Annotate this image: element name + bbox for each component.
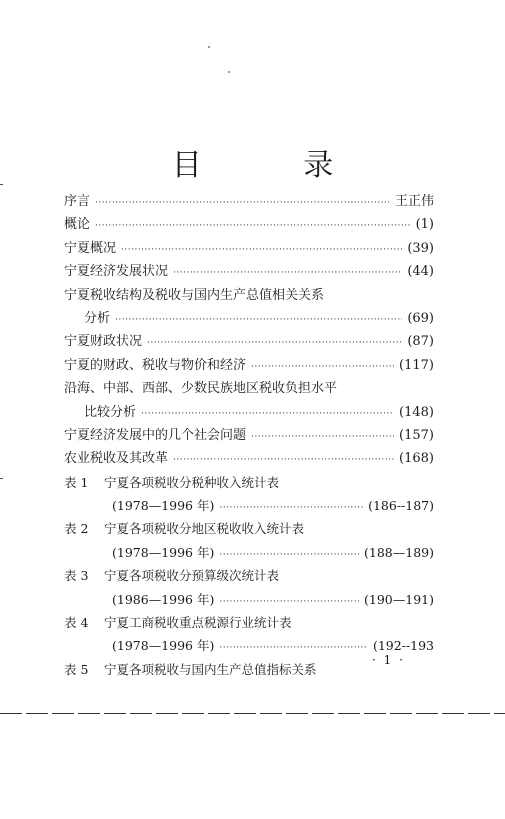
toc-entry-label: 宁夏概况 <box>64 240 117 256</box>
table-entry-title <box>64 471 434 494</box>
table-number: 表 5 <box>64 661 89 677</box>
toc-entry-page: (148) <box>399 404 434 420</box>
toc-entry-page: (69) <box>407 310 434 326</box>
toc-entry <box>64 354 434 377</box>
table-number: 表 3 <box>64 568 89 584</box>
scan-mark <box>0 478 3 479</box>
leader-dots <box>95 192 390 215</box>
table-entry-title <box>64 517 434 540</box>
table-number: 表 4 <box>64 615 89 631</box>
toc-entry-label: 沿海、中部、西部、少数民族地区税收负担水平 <box>64 381 338 397</box>
toc-entry <box>64 190 434 213</box>
table-years: (1978—1996 年) <box>112 638 215 654</box>
toc-entry <box>64 377 434 400</box>
table-entry-title <box>64 564 434 587</box>
table-number: 表 1 <box>64 474 89 490</box>
table-pages: (186--187) <box>368 498 434 514</box>
page-number: · 1 · <box>372 653 405 667</box>
leader-dots <box>95 215 411 238</box>
toc-entry <box>64 260 434 283</box>
toc-entry-continuation <box>64 307 434 330</box>
toc-entry <box>64 284 434 307</box>
toc-entry-label: 序言 <box>64 194 91 209</box>
leader-dots <box>251 426 394 449</box>
toc-entry-page: (157) <box>399 427 434 443</box>
leader-dots <box>173 449 394 472</box>
toc-entry-label: 比较分析 <box>84 404 137 420</box>
scan-speck <box>208 46 210 48</box>
leader-dots <box>115 309 402 332</box>
leader-dots <box>141 403 394 426</box>
table-pages: (188—189) <box>364 544 434 560</box>
leader-dots <box>251 356 394 379</box>
toc-entry-page: (87) <box>407 334 434 350</box>
table-title: 宁夏工商税收重点税源行业统计表 <box>104 615 292 631</box>
toc-entry <box>64 447 434 470</box>
toc-entry-label: 宁夏经济发展状况 <box>64 264 169 280</box>
table-pages: (190—191) <box>364 591 434 607</box>
scan-speck <box>228 71 230 73</box>
toc-entry-label: 概论 <box>64 217 91 233</box>
table-of-contents <box>64 190 434 681</box>
table-years: (1978—1996 年) <box>112 498 215 514</box>
toc-entry-page: (1) <box>415 217 434 233</box>
toc-entry-label: 宁夏财政状况 <box>64 334 143 350</box>
table-title: 宁夏各项税收分税种收入统计表 <box>104 474 280 490</box>
toc-entry-label: 宁夏税收结构及税收与国内生产总值相关关系 <box>64 287 325 303</box>
table-entry-title <box>64 611 434 634</box>
table-entry-years <box>64 494 434 517</box>
toc-entry-page: 王正伟 <box>394 194 434 209</box>
toc-entry-page: (39) <box>407 240 434 256</box>
toc-entry-label: 分析 <box>84 310 111 326</box>
table-title: 宁夏各项税收与国内生产总值指标关系 <box>104 661 317 677</box>
table-title: 宁夏各项税收分地区税收收入统计表 <box>104 521 305 537</box>
table-pages: (192--193 <box>372 638 434 654</box>
scan-mark <box>0 184 3 185</box>
table-years: (1986—1996 年) <box>112 591 215 607</box>
bottom-divider <box>0 713 505 714</box>
table-entry-years <box>64 588 434 611</box>
table-title: 宁夏各项税收分预算级次统计表 <box>104 568 280 584</box>
toc-entry-label: 宁夏经济发展中的几个社会问题 <box>64 427 247 443</box>
table-entry-years <box>64 541 434 564</box>
toc-entry-label: 宁夏的财政、税收与物价和经济 <box>64 357 247 373</box>
toc-entry-page: (168) <box>399 451 434 467</box>
toc-entry <box>64 237 434 260</box>
leader-dots <box>173 262 402 285</box>
toc-entry-page: (117) <box>399 357 434 373</box>
toc-entry <box>64 330 434 353</box>
toc-entry-continuation <box>64 401 434 424</box>
table-years: (1978—1996 年) <box>112 544 215 560</box>
toc-entry-page: (44) <box>407 264 434 280</box>
table-number: 表 2 <box>64 521 89 537</box>
toc-entry <box>64 213 434 236</box>
page-title: 目 录 <box>171 148 380 183</box>
leader-dots <box>147 332 402 355</box>
toc-entry <box>64 424 434 447</box>
toc-entry-label: 农业税收及其改革 <box>64 451 169 467</box>
leader-dots <box>121 239 402 262</box>
